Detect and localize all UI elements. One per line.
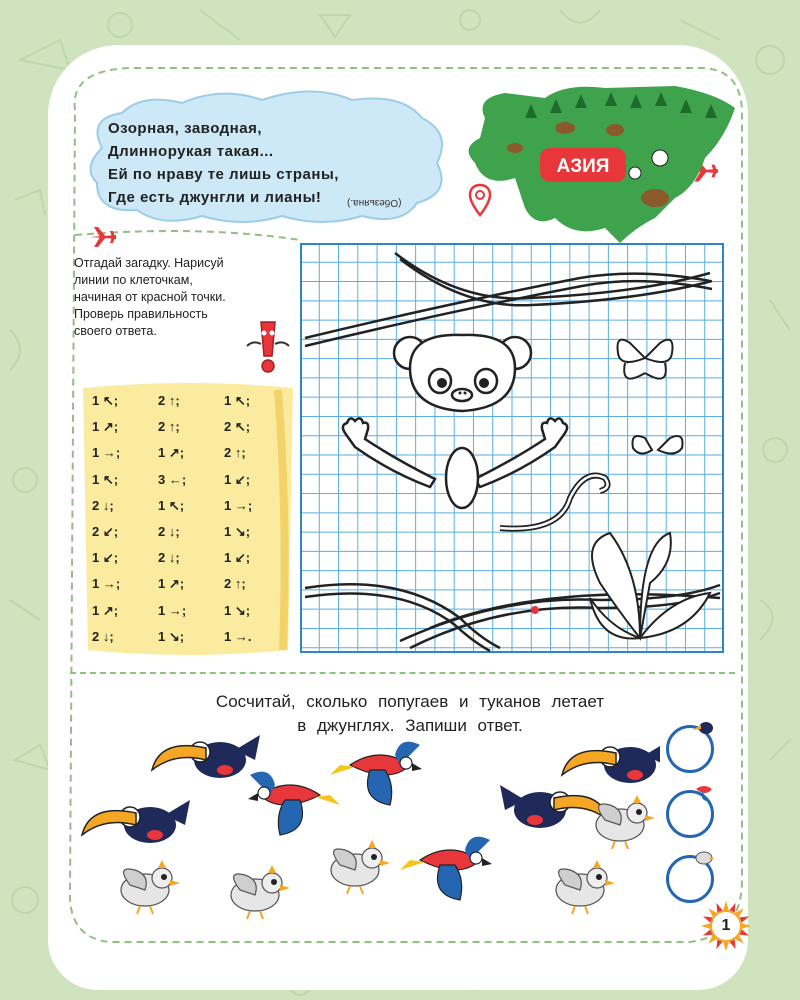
map-label: АЗИЯ (556, 156, 610, 177)
riddle-text (108, 117, 339, 209)
command-row (92, 414, 290, 440)
command-step: 1 ↗; (92, 602, 119, 618)
task2-line: в джунглях. Запиши ответ. (297, 716, 523, 735)
birds-illustration (80, 715, 660, 925)
command-step: 1 →; (92, 445, 121, 461)
command-step: 1 ↖; (92, 393, 119, 408)
command-row (92, 388, 290, 414)
exclamation-mascot-icon (243, 318, 293, 376)
page-number: 1 (721, 917, 731, 934)
command-row (92, 571, 290, 597)
airplane-icon (88, 225, 118, 249)
riddle-answer: (Обезьяна.) (347, 197, 402, 208)
command-step: 1 ↙; (224, 471, 251, 487)
riddle-line: Длиннорукая такая... (108, 143, 274, 160)
command-step: 2 ↙; (92, 523, 119, 539)
command-step: 1 ↘; (224, 602, 251, 618)
command-step: 2 ↑; (224, 445, 246, 461)
command-step: 2 ↑; (158, 419, 180, 435)
task1-line: линии по клеточкам, (74, 273, 193, 287)
command-step: 1 ↙; (224, 550, 251, 566)
command-step: 2 ↑; (224, 576, 246, 592)
riddle-line: Озорная, заводная, (108, 120, 262, 137)
command-step: 1 →; (158, 602, 187, 618)
command-step: 1 ↙; (92, 550, 119, 566)
riddle-line: Где есть джунгли и лианы! (108, 189, 322, 206)
command-step: 2 ↓; (158, 550, 180, 566)
task1-line: Проверь правильность (74, 307, 208, 321)
command-step: 2 ↓; (158, 523, 180, 539)
task1-line: начиная от красной точки. (74, 290, 226, 304)
parrot-icon (692, 781, 716, 803)
command-step: 1 ↗; (158, 445, 185, 461)
command-row (92, 545, 290, 571)
command-step: 1 ↖; (158, 497, 185, 513)
command-step: 1 →; (92, 576, 121, 592)
riddle-line: Ей по нраву те лишь страны, (108, 166, 339, 183)
command-step: 2 ↑; (158, 393, 180, 408)
command-row (92, 598, 290, 624)
toucan-icon (692, 716, 716, 738)
command-row (92, 440, 290, 466)
command-step: 1 ↘; (158, 628, 185, 644)
command-step: 2 ↓; (92, 497, 114, 513)
command-step: 1 →; (224, 497, 253, 513)
section-divider (70, 672, 735, 674)
task1-line: своего ответа. (74, 324, 157, 338)
command-step: 1 ↘; (224, 523, 251, 539)
command-step: 1 ↖; (92, 471, 119, 487)
command-step: 1 ↖; (224, 393, 251, 408)
command-row (92, 493, 290, 519)
command-step: 1 ↗; (158, 576, 185, 592)
commands-list (92, 388, 290, 650)
command-step: 2 ↖; (224, 419, 251, 435)
asia-map (455, 78, 745, 258)
pigeon-icon (692, 846, 716, 868)
command-row (92, 519, 290, 545)
command-step: 1 →. (224, 628, 252, 644)
task1-line: Отгадай загадку. Нарисуй (74, 256, 224, 270)
drawing-grid (300, 243, 724, 653)
command-step: 1 ↗; (92, 419, 119, 435)
task2-line: Сосчитай, сколько попугаев и туканов летает (215, 692, 605, 711)
command-row (92, 624, 290, 650)
command-row (92, 467, 290, 493)
command-step: 2 ↓; (92, 628, 114, 644)
command-step: 3 ←; (158, 471, 187, 487)
page-number-badge (700, 900, 752, 952)
